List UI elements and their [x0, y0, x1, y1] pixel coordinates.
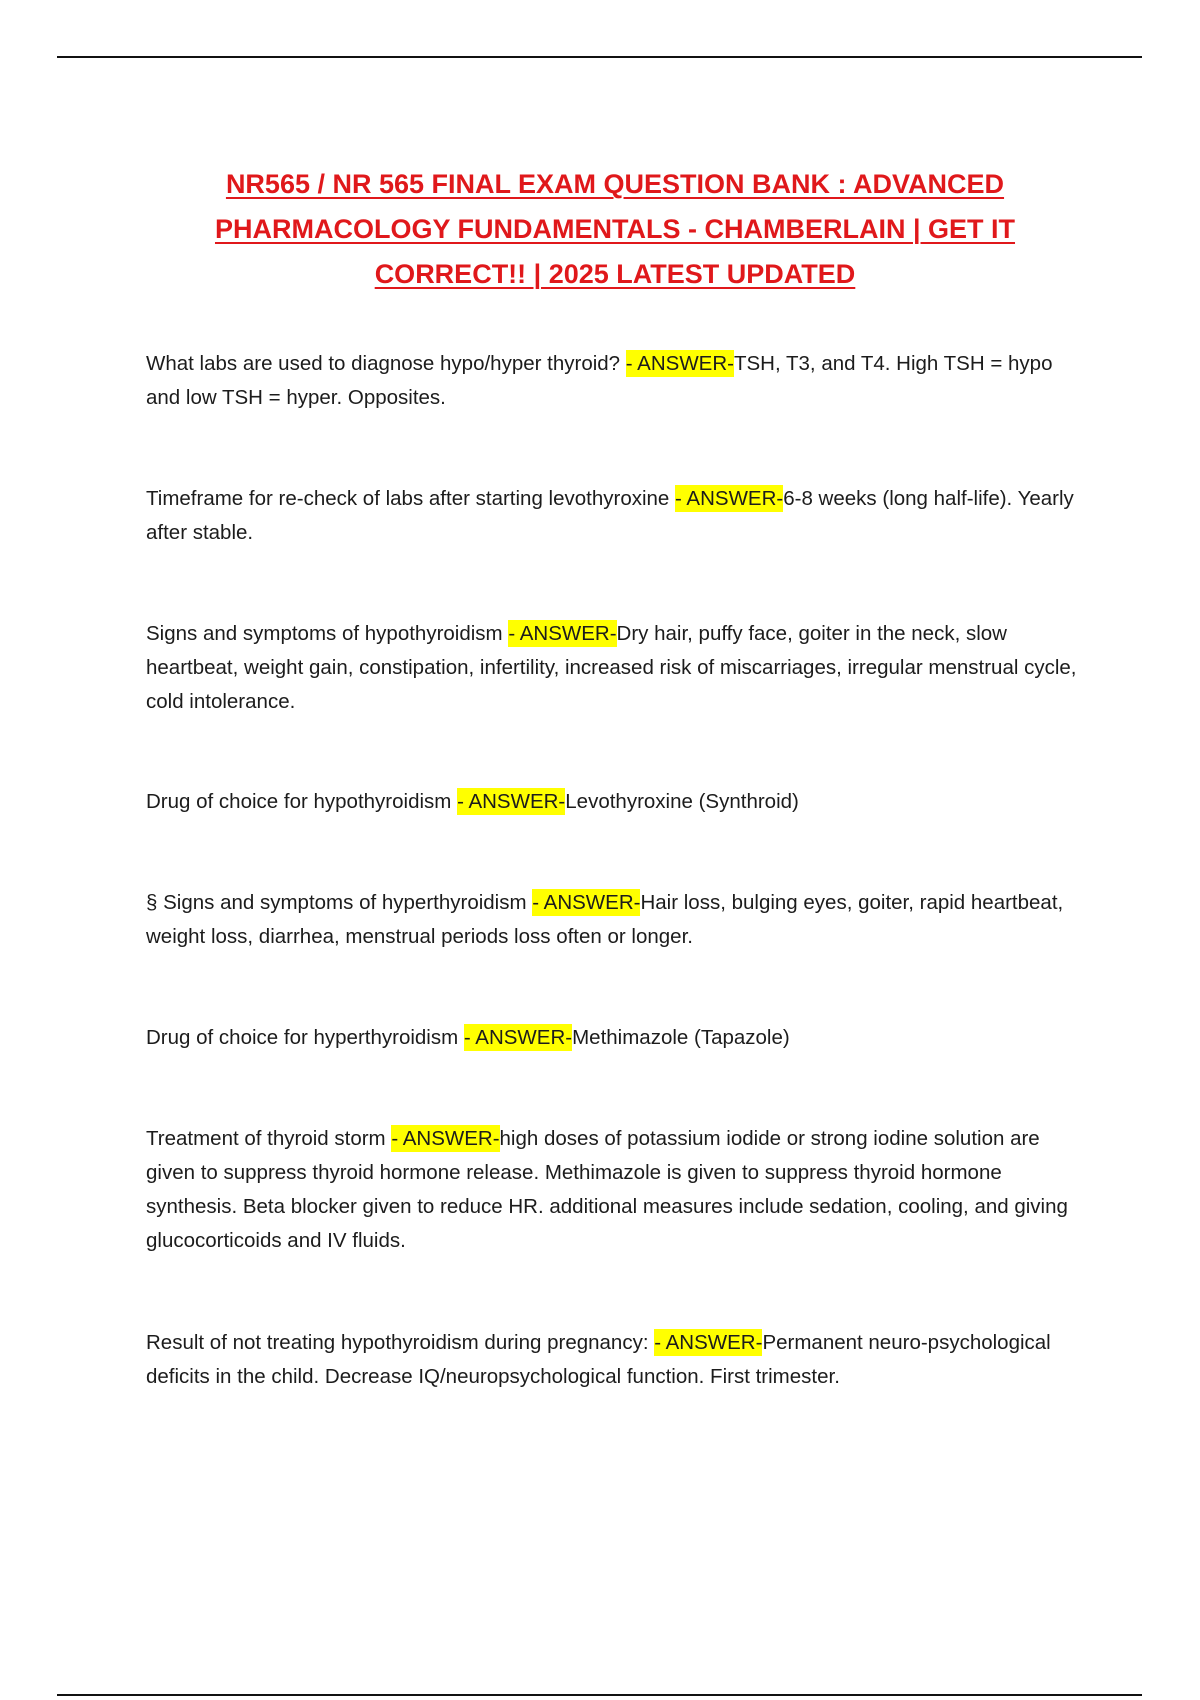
answer-marker: - ANSWER- — [625, 352, 734, 375]
answer-text: Permanent neuro-psychological deficits in the child. Decrease IQ/neuropsychological function. First trimester. — [146, 1331, 1051, 1388]
answer-marker: - ANSWER- — [508, 622, 617, 645]
question-text: Drug of choice for hypothyroidism — [146, 790, 458, 813]
question-text: What labs are used to diagnose hypo/hyper thyroid? — [146, 352, 626, 375]
qa-item — [146, 785, 1081, 819]
qa-item — [146, 886, 1081, 954]
bottom-divider — [57, 1694, 1142, 1696]
question-text: § Signs and symptoms of hyperthyroidism — [146, 891, 533, 914]
qa-item — [146, 347, 1081, 415]
answer-text: Hair loss, bulging eyes, goiter, rapid heartbeat, weight loss, diarrhea, menstrual periods loss often or longer. — [146, 891, 1064, 948]
question-text: Signs and symptoms of hypothyroidism — [146, 622, 509, 645]
document-title: NR565 / NR 565 FINAL EXAM QUESTION BANK : ADVANCED PHARMACOLOGY FUNDAMENTALS - CHAMBERLAIN | GET IT CORRECT!! | 2025 LATEST UPDATED — [214, 169, 1016, 290]
answer-marker: - ANSWER- — [532, 891, 641, 914]
question-text: Treatment of thyroid storm — [146, 1127, 392, 1150]
qa-item — [146, 1021, 1081, 1055]
answer-text: TSH, T3, and T4. High TSH = hypo and low TSH = hyper. Opposites. — [146, 352, 1053, 409]
answer-marker: - ANSWER- — [457, 790, 566, 813]
answer-text: Dry hair, puffy face, goiter in the neck, slow heartbeat, weight gain, constipation, infertility, increased risk of miscarriages, irregular menstrual cycle, cold intolerance. — [146, 622, 1077, 713]
answer-text: Levothyroxine (Synthroid) — [565, 790, 799, 813]
qa-item — [146, 617, 1081, 719]
question-text: Drug of choice for hyperthyroidism — [146, 1026, 464, 1049]
qa-item — [146, 1326, 1081, 1394]
answer-marker: - ANSWER- — [654, 1331, 763, 1354]
top-divider — [57, 56, 1142, 58]
answer-text: high doses of potassium iodide or strong iodine solution are given to suppress thyroid hormone release. Methimazole is given to suppress thyroid hormone synthesis. Beta blocker given to reduce HR. additional measures include sedation, cooling, and giving glucocorticoids and IV fluids. — [146, 1127, 1068, 1252]
question-text: Timeframe for re-check of labs after starting levothyroxine — [146, 487, 676, 510]
answer-text: Methimazole (Tapazole) — [572, 1026, 790, 1049]
answer-marker: - ANSWER- — [675, 487, 784, 510]
question-text: Result of not treating hypothyroidism during pregnancy: — [146, 1331, 655, 1354]
answer-marker: - ANSWER- — [391, 1127, 500, 1150]
qa-item — [146, 1122, 1081, 1258]
answer-marker: - ANSWER- — [463, 1026, 573, 1049]
answer-text: 6-8 weeks (long half-life). Yearly after stable. — [146, 487, 1074, 544]
qa-item — [146, 482, 1081, 550]
